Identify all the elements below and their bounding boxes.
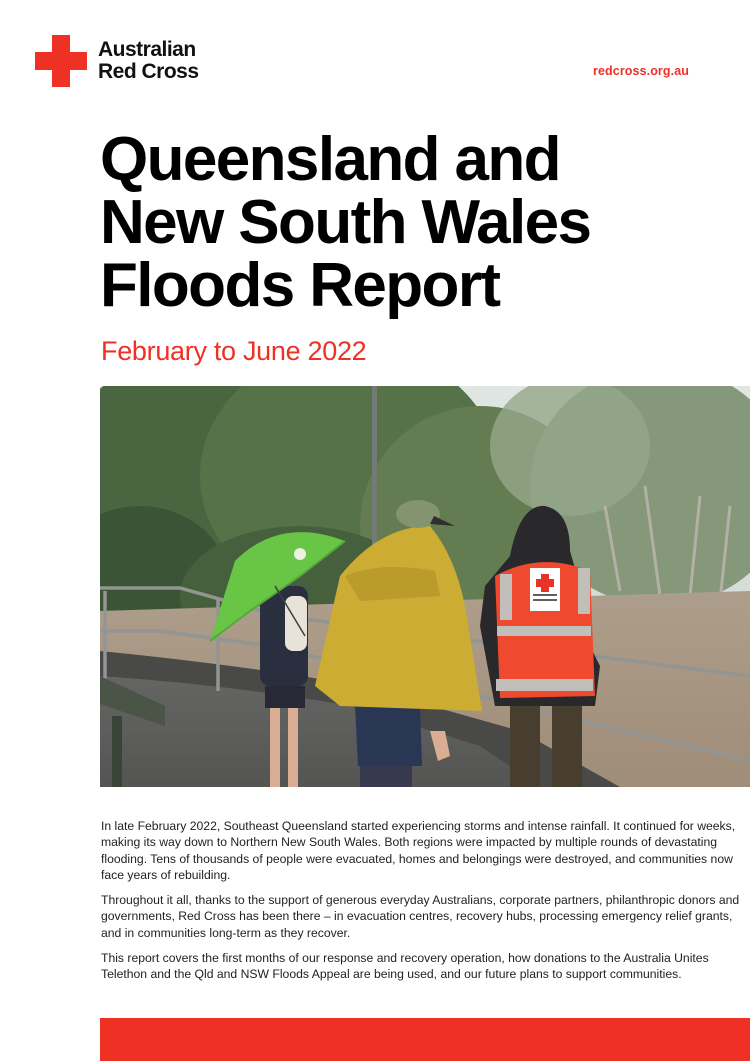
cover-photo <box>100 386 750 787</box>
website-link[interactable]: redcross.org.au <box>593 64 689 78</box>
report-title <box>100 125 591 320</box>
intro-text <box>101 818 741 992</box>
intro-paragraph-2: Throughout it all, thanks to the support of generous everyday Australians, corporate partners, philanthropic donors and governments, Red Cross has been there – in evacuation centres, recovery hubs, processing emergency relief grants, and in communities long-term as they recover. <box>101 893 740 940</box>
intro-paragraph-1: In late February 2022, Southeast Queensland started experiencing storms and intense rainfall. It continued for weeks, making its way down to Northern New South Wales. Both regions were impacted by multiple rounds of devastating flooding. Tens of thousands of people were evacuated, homes and belongings were destroyed, and communities now face years of rebuilding. <box>101 819 736 882</box>
title-line-1: Queensland and <box>100 125 560 194</box>
logo-line-1: Australian <box>98 38 196 61</box>
footer-red-bar <box>100 1018 750 1061</box>
logo-wordmark <box>98 39 199 83</box>
red-cross-icon <box>35 35 87 87</box>
logo-line-2: Red Cross <box>98 60 199 83</box>
title-line-2: New South Wales <box>100 188 591 257</box>
report-date-range: February to June 2022 <box>101 336 367 366</box>
brand-logo <box>35 35 255 89</box>
title-line-3: Floods Report <box>100 251 500 320</box>
intro-paragraph-3: This report covers the first months of our response and recovery operation, how donations to the Australia Unites Telethon and the Qld and NSW Floods Appeal are being used, and our future plans to support communities. <box>101 951 709 982</box>
